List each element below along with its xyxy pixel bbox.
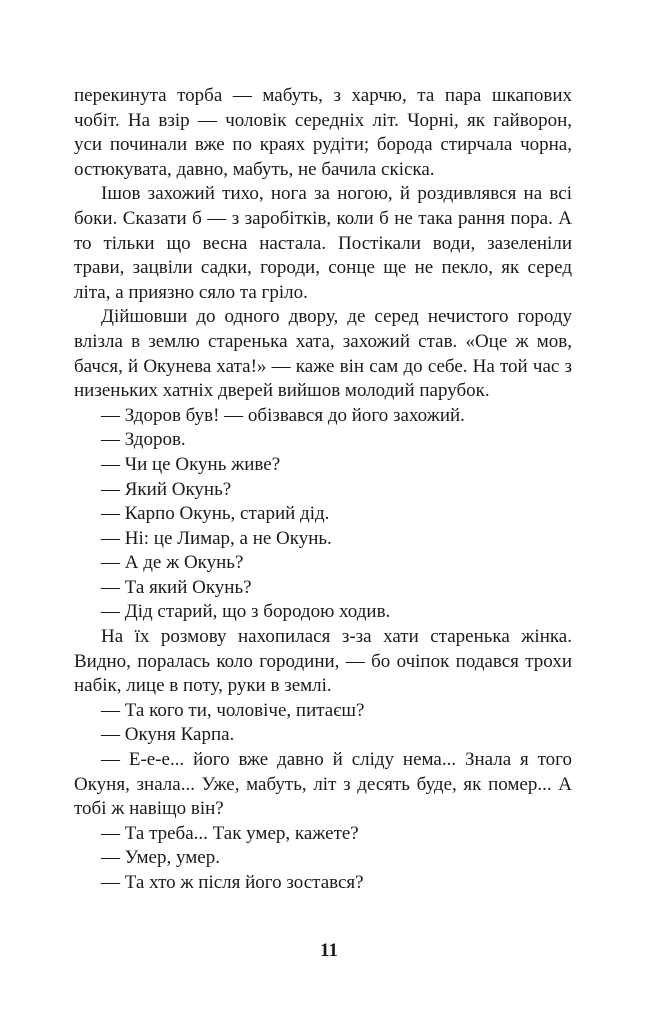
page-number: 11 xyxy=(320,940,338,961)
dialogue-line: — Е-е-е... його вже давно й сліду нема... Знала я того Окуня, знала... Уже, мабуть, літ з десять буде, як помер... А тобі ж навіщо він? xyxy=(74,749,572,820)
dialogue-line: — Та який Окунь? xyxy=(101,576,252,598)
dialogue-line: — Ні: це Лимар, а не Окунь. xyxy=(101,527,332,549)
dialogue-line: — Дід старий, що з бородою ходив. xyxy=(101,601,391,623)
paragraph: Ішов захожий тихо, нога за ногою, й роздивлявся на всі боки. Сказати б — з заробітків, коли б не така рання пора. А то тільки що весна настала. Постікали води, зазеленіли трави, зацвіли садки, городи, сонце ще не пекло, як серед літа, а приязно сяло та гріло. xyxy=(74,183,572,303)
dialogue-line: — Карпо Окунь, старий дід. xyxy=(101,503,330,525)
dialogue-line: — А де ж Окунь? xyxy=(101,552,244,574)
paragraph: Дійшовши до одного двору, де серед нечистого городу влізла в землю старенька хата, захожий став. «Оце ж мов, бачся, й Окунева хата!» — каже він сам до себе. На той час з низеньких хатніх дверей вийшов молодий парубок. xyxy=(74,306,572,402)
dialogue-line: — Здоров був! — обізвався до його захожий. xyxy=(101,404,465,426)
dialogue-line: — Який Окунь? xyxy=(101,478,232,500)
paragraph: перекинута торба — мабуть, з харчю, та пара шкапових чобіт. На взір — чоловік середніх літ. Чорні, як гайворон, уси починали вже по краях рудіти; борода стирчала чорна, остюкувата, давно, мабуть, не бачила скіска. xyxy=(74,85,572,180)
dialogue-line: — Умер, умер. xyxy=(101,847,220,869)
dialogue-line: — Окуня Карпа. xyxy=(101,724,235,746)
dialogue-line: — Чи це Окунь живе? xyxy=(101,453,281,475)
dialogue-line: — Та кого ти, чоловіче, питаєш? xyxy=(101,699,365,721)
dialogue-line: — Та хто ж після його зостався? xyxy=(101,872,364,893)
dialogue-line: — Здоров. xyxy=(101,429,186,451)
dialogue-line: — Та треба... Так умер, кажете? xyxy=(101,822,359,844)
body-text xyxy=(74,84,572,896)
paragraph: На їх розмову нахопилася з-за хати старенька жінка. Видно, поралась коло городини, — бо очіпок подався трохи набік, лице в поту, руки в землі. xyxy=(74,626,572,697)
